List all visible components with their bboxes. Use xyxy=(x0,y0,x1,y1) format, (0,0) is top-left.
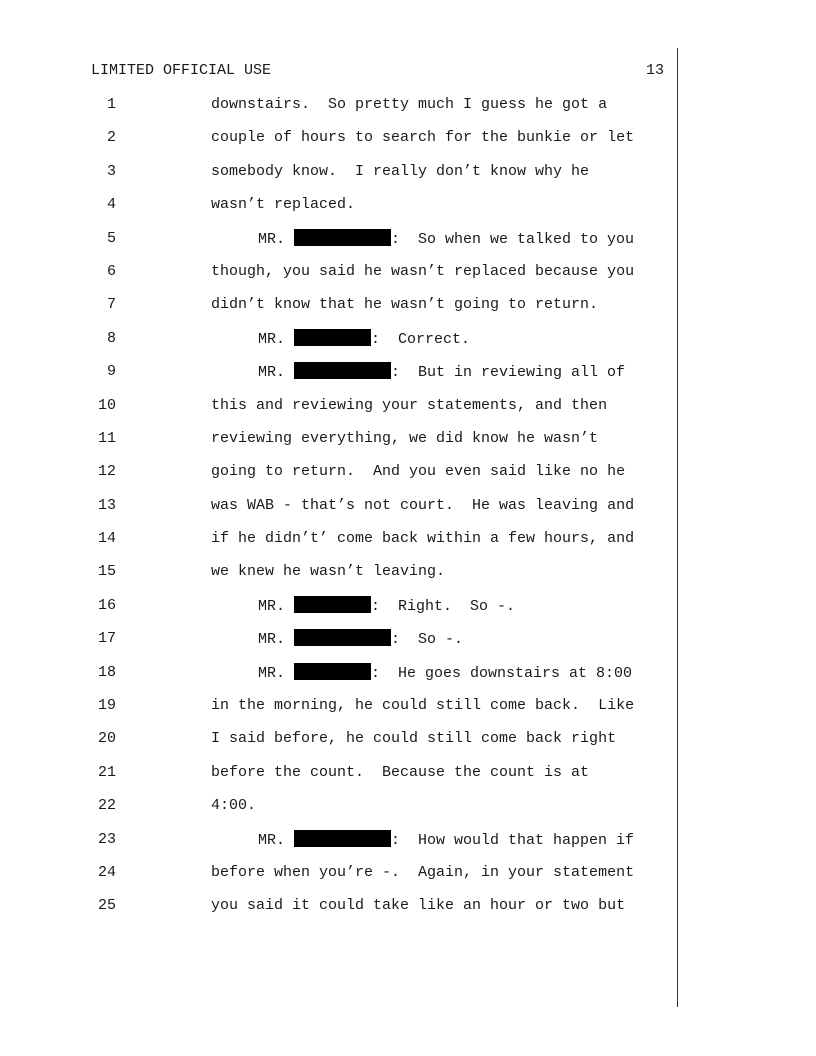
line-number: 13 xyxy=(97,496,116,514)
speaker-title: MR. xyxy=(258,230,295,248)
speaker-utterance: : How would that happen if xyxy=(391,831,635,849)
line-number: 6 xyxy=(106,262,116,280)
speaker-line xyxy=(258,329,470,350)
transcript-lines xyxy=(0,95,680,930)
transcript-line xyxy=(0,763,680,796)
redaction-bar xyxy=(294,830,391,847)
speaker-utterance: : Correct. xyxy=(371,330,471,348)
transcript-line xyxy=(0,95,680,128)
transcript-line xyxy=(0,562,680,595)
speaker-utterance: : So -. xyxy=(391,631,464,649)
line-number: 23 xyxy=(97,830,116,848)
redaction-bar xyxy=(294,596,371,613)
line-text: 4:00. xyxy=(211,797,257,815)
line-number: 3 xyxy=(106,162,116,180)
transcript-line xyxy=(0,429,680,462)
speaker-line xyxy=(258,629,463,650)
line-number: 16 xyxy=(97,596,116,614)
line-number: 24 xyxy=(97,863,116,881)
redaction-bar xyxy=(294,329,371,346)
speaker-utterance: : So when we talked to you xyxy=(391,230,635,248)
speaker-line xyxy=(258,596,515,617)
transcript-line xyxy=(0,162,680,195)
transcript-line xyxy=(0,696,680,729)
redaction-bar xyxy=(294,229,391,246)
transcript-line xyxy=(0,462,680,495)
line-number: 8 xyxy=(106,329,116,347)
page-number: 13 xyxy=(646,62,665,79)
transcript-line xyxy=(0,629,680,662)
transcript-line xyxy=(0,195,680,228)
line-text: I said before, he could still come back right xyxy=(211,730,617,748)
transcript-line xyxy=(0,729,680,762)
line-number: 17 xyxy=(97,630,116,648)
transcript-line xyxy=(0,396,680,429)
line-number: 12 xyxy=(97,463,116,481)
line-number: 7 xyxy=(106,296,116,314)
line-text: somebody know. I really don’t know why he xyxy=(211,162,590,180)
transcript-line xyxy=(0,830,680,863)
transcript-line xyxy=(0,496,680,529)
transcript-line xyxy=(0,262,680,295)
speaker-line xyxy=(258,362,625,383)
line-number: 15 xyxy=(97,563,116,581)
line-number: 20 xyxy=(97,730,116,748)
line-text: wasn’t replaced. xyxy=(211,196,356,214)
line-number: 19 xyxy=(97,697,116,715)
line-text: reviewing everything, we did know he wasn’t xyxy=(211,429,599,447)
transcript-line xyxy=(0,529,680,562)
line-text: going to return. And you even said like no he xyxy=(211,463,626,481)
line-number: 1 xyxy=(106,96,116,113)
line-text: in the morning, he could still come back. Like xyxy=(211,697,635,715)
speaker-line xyxy=(258,229,634,250)
line-number: 18 xyxy=(97,663,116,681)
line-text: didn’t know that he wasn’t going to return. xyxy=(211,296,599,314)
classification-header: LIMITED OFFICIAL USE xyxy=(91,62,272,79)
transcript-line xyxy=(0,128,680,161)
line-number: 25 xyxy=(97,897,116,915)
transcript-line xyxy=(0,796,680,829)
speaker-utterance: : Right. So -. xyxy=(371,597,516,615)
speaker-title: MR. xyxy=(258,364,295,382)
line-text: was WAB - that’s not court. He was leaving and xyxy=(211,496,635,514)
line-number: 9 xyxy=(106,363,116,381)
speaker-title: MR. xyxy=(258,664,295,682)
transcript-line xyxy=(0,596,680,629)
line-number: 5 xyxy=(106,229,116,247)
transcript-line xyxy=(0,362,680,395)
transcript-line xyxy=(0,863,680,896)
line-text: though, you said he wasn’t replaced because you xyxy=(211,262,635,280)
line-text: you said it could take like an hour or two but xyxy=(211,897,626,915)
line-number: 14 xyxy=(97,530,116,548)
line-number: 4 xyxy=(106,196,116,214)
speaker-title: MR. xyxy=(258,831,295,849)
line-text: couple of hours to search for the bunkie or let xyxy=(211,129,635,147)
speaker-title: MR. xyxy=(258,597,295,615)
line-text: we knew he wasn’t leaving. xyxy=(211,563,446,581)
line-text: this and reviewing your statements, and then xyxy=(211,396,608,414)
line-text: before the count. Because the count is at xyxy=(211,763,590,781)
line-number: 2 xyxy=(106,129,116,147)
line-text: downstairs. So pretty much I guess he got a xyxy=(211,96,608,113)
line-number: 22 xyxy=(97,797,116,815)
speaker-line xyxy=(258,663,632,684)
line-number: 10 xyxy=(97,396,116,414)
line-text: before when you’re -. Again, in your statement xyxy=(211,863,635,881)
line-number: 11 xyxy=(97,429,116,447)
speaker-title: MR. xyxy=(258,330,295,348)
speaker-utterance: : But in reviewing all of xyxy=(391,364,626,382)
redaction-bar xyxy=(294,362,391,379)
transcript-line xyxy=(0,896,680,929)
speaker-line xyxy=(258,830,634,851)
transcript-line xyxy=(0,329,680,362)
transcript-line xyxy=(0,295,680,328)
redaction-bar xyxy=(294,629,391,646)
speaker-utterance: : He goes downstairs at 8:00 xyxy=(371,664,633,682)
redaction-bar xyxy=(294,663,371,680)
transcript-line xyxy=(0,229,680,262)
line-text: if he didn’t’ come back within a few hours, and xyxy=(211,530,635,548)
transcript-line xyxy=(0,663,680,696)
line-number: 21 xyxy=(97,763,116,781)
speaker-title: MR. xyxy=(258,631,295,649)
